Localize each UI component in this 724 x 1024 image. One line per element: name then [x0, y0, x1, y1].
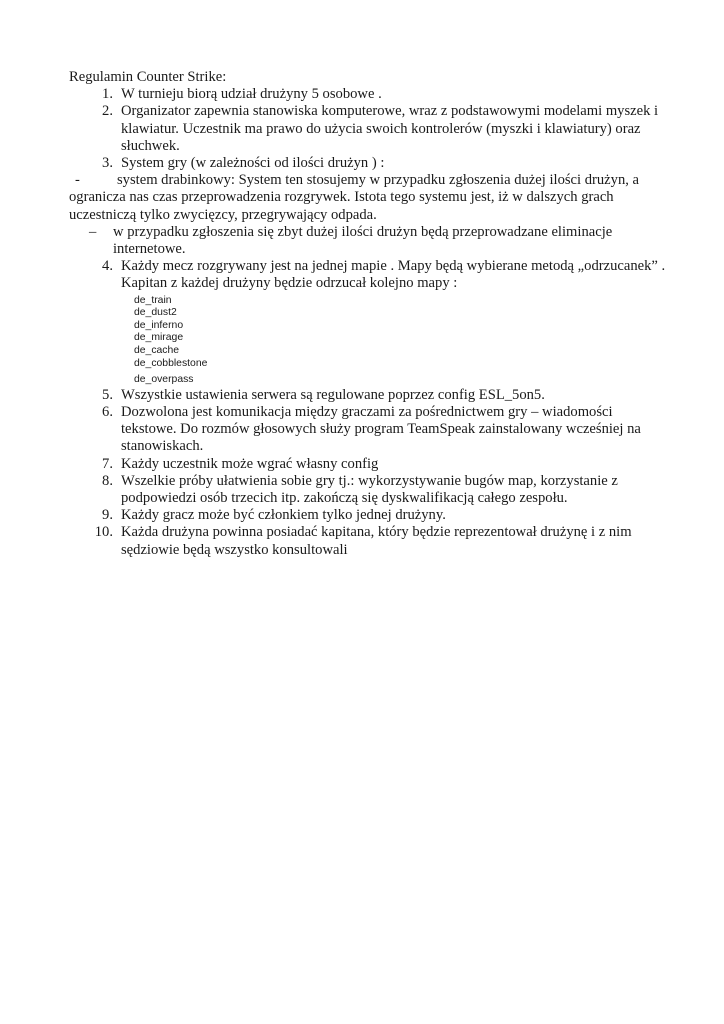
item-text: Organizator zapewnia stanowiska komputerowe, wraz z podstawowymi modelami myszek i klawiatur. Uczestnik ma prawo do użycia swoich kontrolerów (myszki i klawiatury) oraz słuchwek.: [121, 103, 659, 154]
bottom-list: [69, 387, 669, 559]
item-number: 6.: [102, 404, 113, 420]
list-item: [69, 456, 669, 473]
item-text: Dozwolona jest komunikacja między graczami za pośrednictwem gry – wiadomości tekstowe. Do rozmów głosowych służy program TeamSpeak zainstalowany wcześniej na stanowiskach.: [121, 404, 641, 455]
item-text: Każda drużyna powinna posiadać kapitana, który będzie reprezentował drużynę i z nim sędziowie będą wszystko konsultowali: [121, 524, 632, 558]
item-text: System gry (w zależności od ilości drużyn ) :: [121, 155, 385, 172]
dash-text-content: system drabinkowy: System ten stosujemy w przypadku zgłoszenia dużej ilości drużyn, a ogranicza nas czas przeprowadzenia rozgrywek. Istota tego systemu jest, iż w dalszych grach uczestniczą tylko zwycięzcy, przegrywający odpada.: [69, 172, 640, 223]
item-number: 5.: [102, 386, 113, 403]
map-item: de_mirage: [134, 332, 184, 344]
dash-text: [69, 172, 669, 224]
dash-item-eliminations: [69, 224, 669, 258]
dash-marker: -: [75, 172, 80, 189]
item-text: Wszelkie próby ułatwienia sobie gry tj.: wykorzystywanie bugów map, korzystanie z podpowiedzi osób trzecich itp. zakończą się dyskwalifikacją całego zespołu.: [121, 472, 618, 507]
item-text: Każdy mecz rozgrywany jest na jednej mapie . Mapy będą wybierane metodą „odrzucanek” . Kapitan z każdej drużyny będzie odrzucał kolejno mapy :: [121, 258, 666, 292]
map-item: de_inferno: [134, 319, 184, 331]
list-item: [69, 404, 669, 456]
dash-text: w przypadku zgłoszenia się zbyt dużej ilości drużyn będą przeprowadzane eliminacje internetowe.: [113, 223, 613, 258]
map-list: [134, 295, 669, 387]
list-item: [69, 103, 669, 155]
list-item: [69, 507, 669, 524]
item-number: 9.: [102, 507, 113, 524]
map-item: de_cache: [134, 345, 180, 357]
item-text: Każdy gracz może być członkiem tylko jednej drużyny.: [121, 507, 446, 524]
list-item: [69, 86, 669, 103]
list-item: [69, 473, 669, 507]
map-item: de_cobblestone: [134, 357, 208, 369]
item-number: 3.: [102, 155, 113, 172]
item-number: 4.: [102, 258, 113, 275]
list-item: [69, 258, 669, 292]
list-item: [69, 155, 669, 172]
dash-item-ladder: [69, 172, 669, 224]
item-text: W turnieju biorą udział drużyny 5 osobowe .: [121, 86, 382, 103]
map-item: de_train: [134, 294, 172, 306]
item-text: Wszystkie ustawienia serwera są regulowane poprzez config ESL_5on5.: [121, 386, 545, 403]
map-item: de_overpass: [134, 374, 194, 386]
item-number: 8.: [102, 472, 113, 489]
dash-marker: –: [89, 223, 97, 240]
document-page: [69, 69, 669, 559]
item-number: 10.: [94, 524, 113, 541]
map-item: de_dust2: [134, 307, 177, 319]
item-number: 2.: [102, 103, 113, 120]
list-item: [69, 387, 669, 404]
list-item: [69, 524, 669, 558]
item-number: 1.: [102, 86, 113, 103]
top-list: [69, 86, 669, 172]
item-text: Każdy uczestnik może wgrać własny config: [121, 455, 379, 472]
item-number: 7.: [102, 455, 113, 472]
document-title: Regulamin Counter Strike:: [69, 69, 227, 85]
